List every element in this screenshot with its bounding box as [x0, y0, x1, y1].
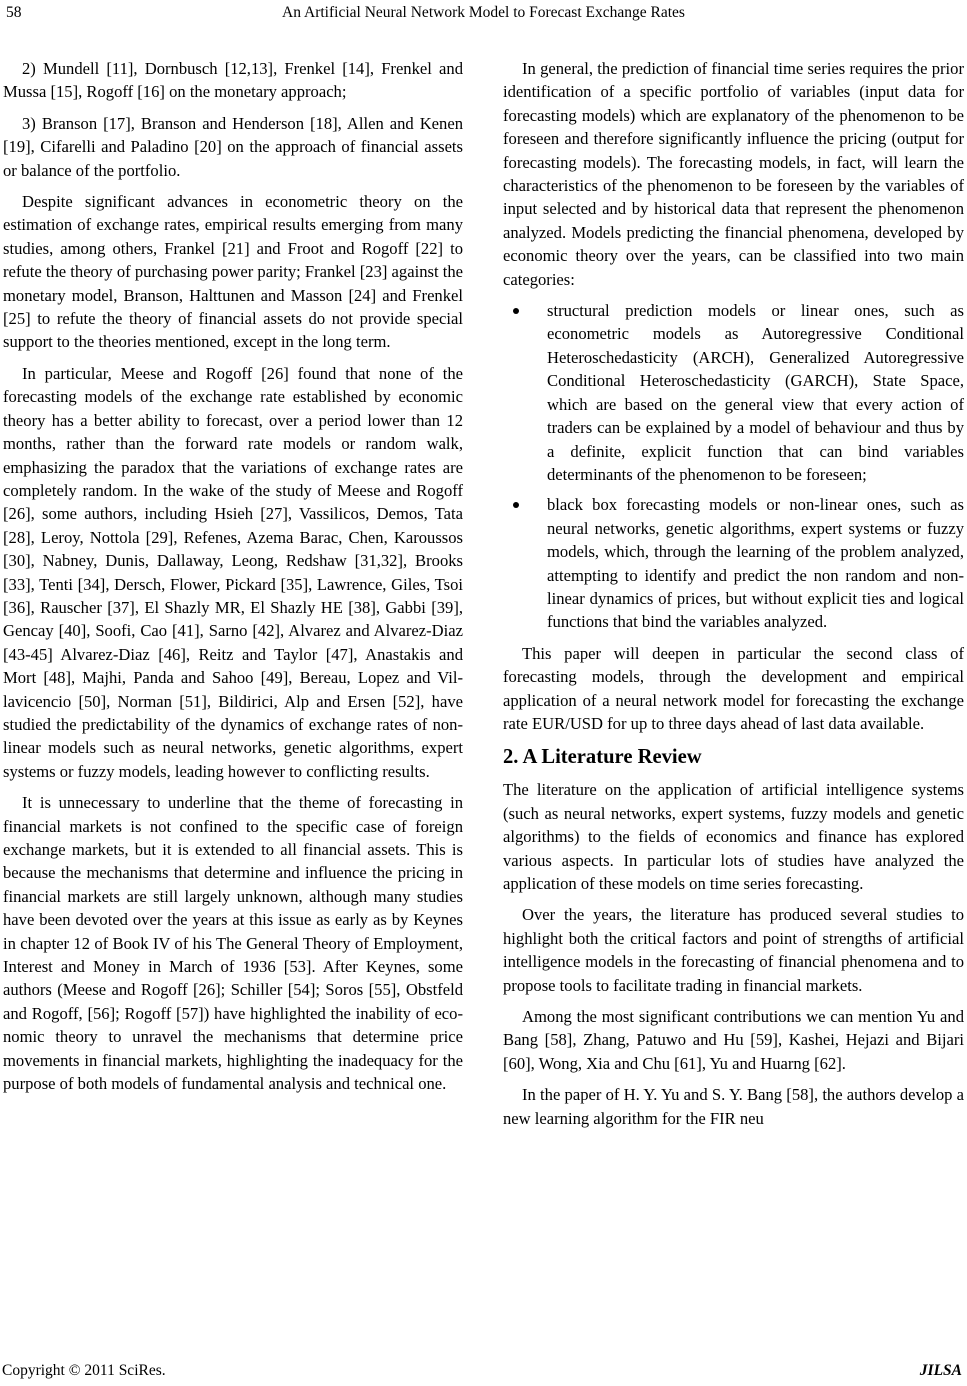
page-footer — [0, 1362, 967, 1384]
bullet-list — [503, 299, 964, 634]
bullet-icon — [513, 502, 519, 508]
copyright-notice: Copyright © 2011 SciRes. — [2, 1362, 166, 1379]
paragraph: The literature on the application of artificial intelligence systems (such as neural networks, expert systems, fuzzy models and genetic algorithms) to the fields of economics and finance has explored various aspects. In particular lots of studies have analyzed the application of these models on time series forecasting. — [503, 780, 964, 893]
paragraph: Over the years, the literature has produced several studies to highlight both the critical factors and point of strengths of artificial intelligence models in the forecasting of financial phenomena and to propose tools to facilitate trading in financial markets. — [503, 905, 964, 995]
paragraph: Despite significant advances in econometric theory on the estimation of exchange rates, empirical results emerging from many studies, among others, Frankel [21] and Froot and Rogoff [22] to refute the theory of purchasing power parity; Frankel [23] against the monetary model, Branson, Halttunen and Masson [24] and Frenkel [25] to refute the theory of financial assets do not provide special support to the theories mentioned, except in the long term. — [3, 192, 463, 352]
paragraph: This paper will deepen in particular the second class of forecasting models, through the development and empirical application of a neural network model for forecasting the exchange rate EUR/USD for up to three days ahead of last data available. — [503, 643, 964, 733]
left-column — [3, 57, 463, 1103]
section-heading: 2. A Literature Review — [503, 746, 702, 769]
page-header — [0, 0, 967, 24]
running-title: An Artificial Neural Network Model to Forecast Exchange Rates — [282, 4, 685, 21]
paragraph: In the paper of H. Y. Yu and S. Y. Bang [58], the authors develop a new learning algorithm for the FIR neu — [503, 1085, 964, 1128]
journal-name: JILSA — [919, 1362, 962, 1379]
list-item — [503, 493, 964, 633]
paragraph: It is unnecessary to underline that the theme of forecasting in financial markets is not confined to the specific case of foreign exchange markets, but it is extended to all financial assets. This is because the mechanisms that determine and influence the pricing in financial markets are still largely unknown, although many studies have been devoted over the years at this issue as early as by Keynes in chapter 12 of Book IV of his The General Theory of Employment, Interest and Money in March of 1936 [53]. After Keynes, some authors (Meese and Rogoff [26]; Schiller [54]; Soros [55], Obstfeld and Rogoff, [56]; Rogoff [57]) have highlighted the inability of economic theory to unravel the mechanisms that determine price movements in financial markets, highlighting the inadequacy for the purpose of both models of fundamental analysis and technical one. — [3, 793, 463, 1094]
list-item — [503, 299, 964, 486]
list-item-text: black box forecasting models or non-linear ones, such as neural networks, genetic algorithms, expert systems or fuzzy models, which, through the learning of the problem analyzed, attempting to identify and predict the non random and non-linear dynamics of prices, but without explicit ties and logical functions that bind the variables analyzed. — [547, 495, 964, 632]
paragraph: In particular, Meese and Rogoff [26] found that none of the forecasting models of the exchange rate established by economic theory has a better ability to forecast, over a period lower than 12 months, rather than the forward rate models or random walk, emphasizing the paradox that the variations of exchange rates are completely random. In the wake of the study of Meese and Rogoff [26], some authors, including Hsieh [27], Vassilicos, Demos, Tata [28], Leroy, Nottola [29], Refenes, Azema Barac, Chen, Karoussos [30], Nabney, Dunis, Dallaway, Leong, Redshaw [31,32], Brooks [33], Tenti [34], Dersch, Flower, Pickard [35], Lawrence, Giles, Tsoi [36], Rauscher [37], El Shazly MR, El Shazly HE [38], Gabbi [39], Gencay [40], Soofi, Cao [41], Sarno [42], Alvarez and Alvarez-Diaz [43-45] Alvarez-Diaz [46], Reitz and Taylor [47], Anastakis and Mort [48], Majhi, Panda and Sahoo [49], Bereau, Lopez and Villavicencio [50], Norman [51], Bildirici, Alp and Ersen [52], have studied the predictability of the dynamics of exchange rates of non-linear models such as neural networks, genetic algorithms, expert systems or fuzzy models, leading however to conflicting results. — [3, 363, 463, 781]
paragraph: Among the most significant contributions we can mention Yu and Bang [58], Zhang, Patuwo and Hu [59], Kashei, Hejazi and Bijari [60], Wong, Xia and Chu [61], Yu and Huarng [62]. — [503, 1007, 964, 1073]
list-item-text: structural prediction models or linear ones, such as econometric models as Autoregressive Conditional Heteroschedasticity (ARCH), Generalized Autoregressive Conditional Heteroschedasticity (GARCH), State Space, which are based on the general view that every action of traders can be explained by a model of behaviour and thus by a definite, explicit function that can bind variables determinants of the phenomenon to be foreseen; — [547, 301, 964, 484]
bullet-icon — [513, 308, 519, 314]
paragraph: 2) Mundell [11], Dornbusch [12,13], Frenkel [14], Frenkel and Mussa [15], Rogoff [16] on the monetary approach; — [3, 59, 463, 102]
page-number: 58 — [6, 4, 22, 21]
paragraph: In general, the prediction of financial time series requires the prior identification of a specific portfolio of variables (input data for forecasting models) which are explanatory of the phenomenon to be foreseen and therefore significantly influence the pricing (output for forecasting models). The forecasting models, in fact, will learn the characteristics of the phenomenon to be foreseen by the variables of input selected and by historical data that represent the phenomenon analyzed. Models predicting the financial phenomena, developed by economic theory over the years, can be classified into two main categories: — [503, 59, 964, 289]
right-column — [503, 57, 964, 1138]
paragraph: 3) Branson [17], Branson and Henderson [18], Allen and Kenen [19], Cifarelli and Paladino [20] on the approach of financial assets or balance of the portfolio. — [3, 113, 463, 180]
